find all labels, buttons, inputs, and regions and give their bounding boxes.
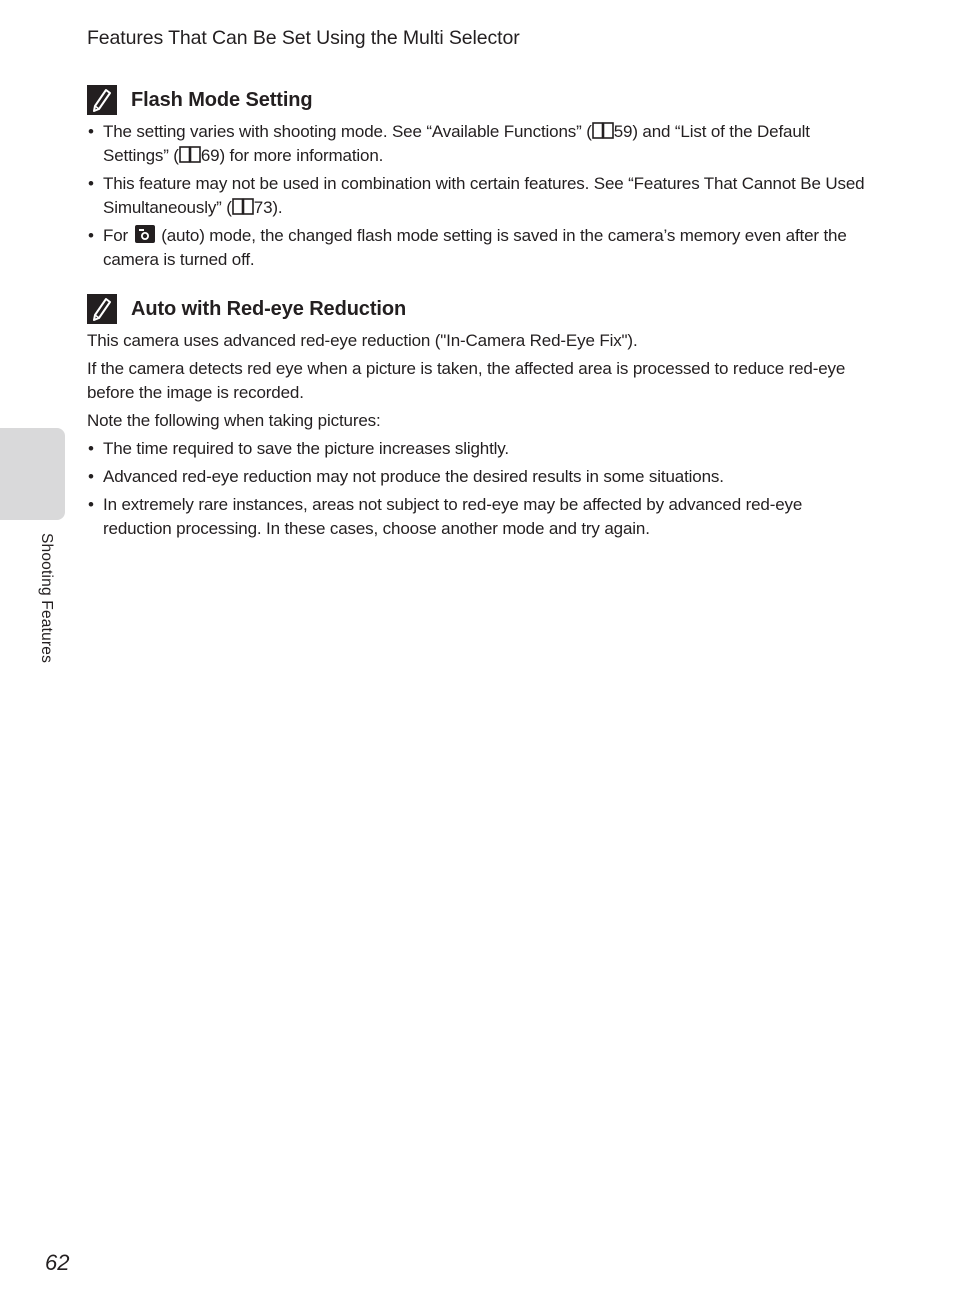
list-item: • Advanced red-eye reduction may not produce the desired results in some situations. bbox=[87, 465, 867, 489]
flash-mode-note bbox=[87, 84, 867, 276]
note-title: Auto with Red-eye Reduction bbox=[131, 297, 407, 320]
list-item: • The time required to save the picture increases slightly. bbox=[87, 437, 867, 461]
page-reference[interactable]: 59 bbox=[613, 122, 633, 141]
bullet-list bbox=[87, 120, 867, 272]
paragraph: This camera uses advanced red-eye reduction ("In-Camera Red-Eye Fix"). bbox=[87, 331, 638, 350]
list-item: • In extremely rare instances, areas not subject to red-eye may be affected by advanced red-eye reduction processing. In these cases, choose another mode and try again. bbox=[87, 493, 867, 541]
pencil-note-icon bbox=[87, 294, 117, 324]
note-heading bbox=[87, 84, 867, 116]
camera-icon bbox=[135, 225, 155, 243]
list-item: • The setting varies with shooting mode. See “Available Functions” ( 59) and “List of the Default Settings” ( 69) for more information. bbox=[87, 120, 867, 168]
paragraph: If the camera detects red eye when a picture is taken, the affected area is processed to reduce red-eye before the image is recorded. bbox=[87, 359, 846, 402]
bullet-list bbox=[87, 437, 867, 541]
book-reference-icon bbox=[179, 146, 201, 163]
chapter-label: Shooting Features bbox=[38, 533, 55, 664]
note-heading bbox=[87, 293, 867, 325]
list-item: • This feature may not be used in combination with certain features. See “Features That Cannot Be Used Simultaneously” ( 73). bbox=[87, 172, 867, 220]
page-reference[interactable]: 73 bbox=[253, 198, 273, 217]
pencil-note-icon bbox=[87, 85, 117, 115]
page-reference[interactable]: 69 bbox=[200, 146, 220, 165]
book-reference-icon bbox=[232, 198, 254, 215]
book-reference-icon bbox=[592, 122, 614, 139]
running-header: Features That Can Be Set Using the Multi Selector bbox=[87, 27, 520, 49]
page-number: 62 bbox=[45, 1250, 70, 1275]
red-eye-reduction-note bbox=[87, 293, 867, 545]
paragraph: Note the following when taking pictures: bbox=[87, 411, 381, 430]
note-title: Flash Mode Setting bbox=[131, 88, 313, 111]
chapter-side-tab bbox=[0, 428, 65, 520]
list-item: • For (auto) mode, the changed flash mode setting is saved in the camera’s memory even after the camera is turned off. bbox=[87, 224, 867, 272]
